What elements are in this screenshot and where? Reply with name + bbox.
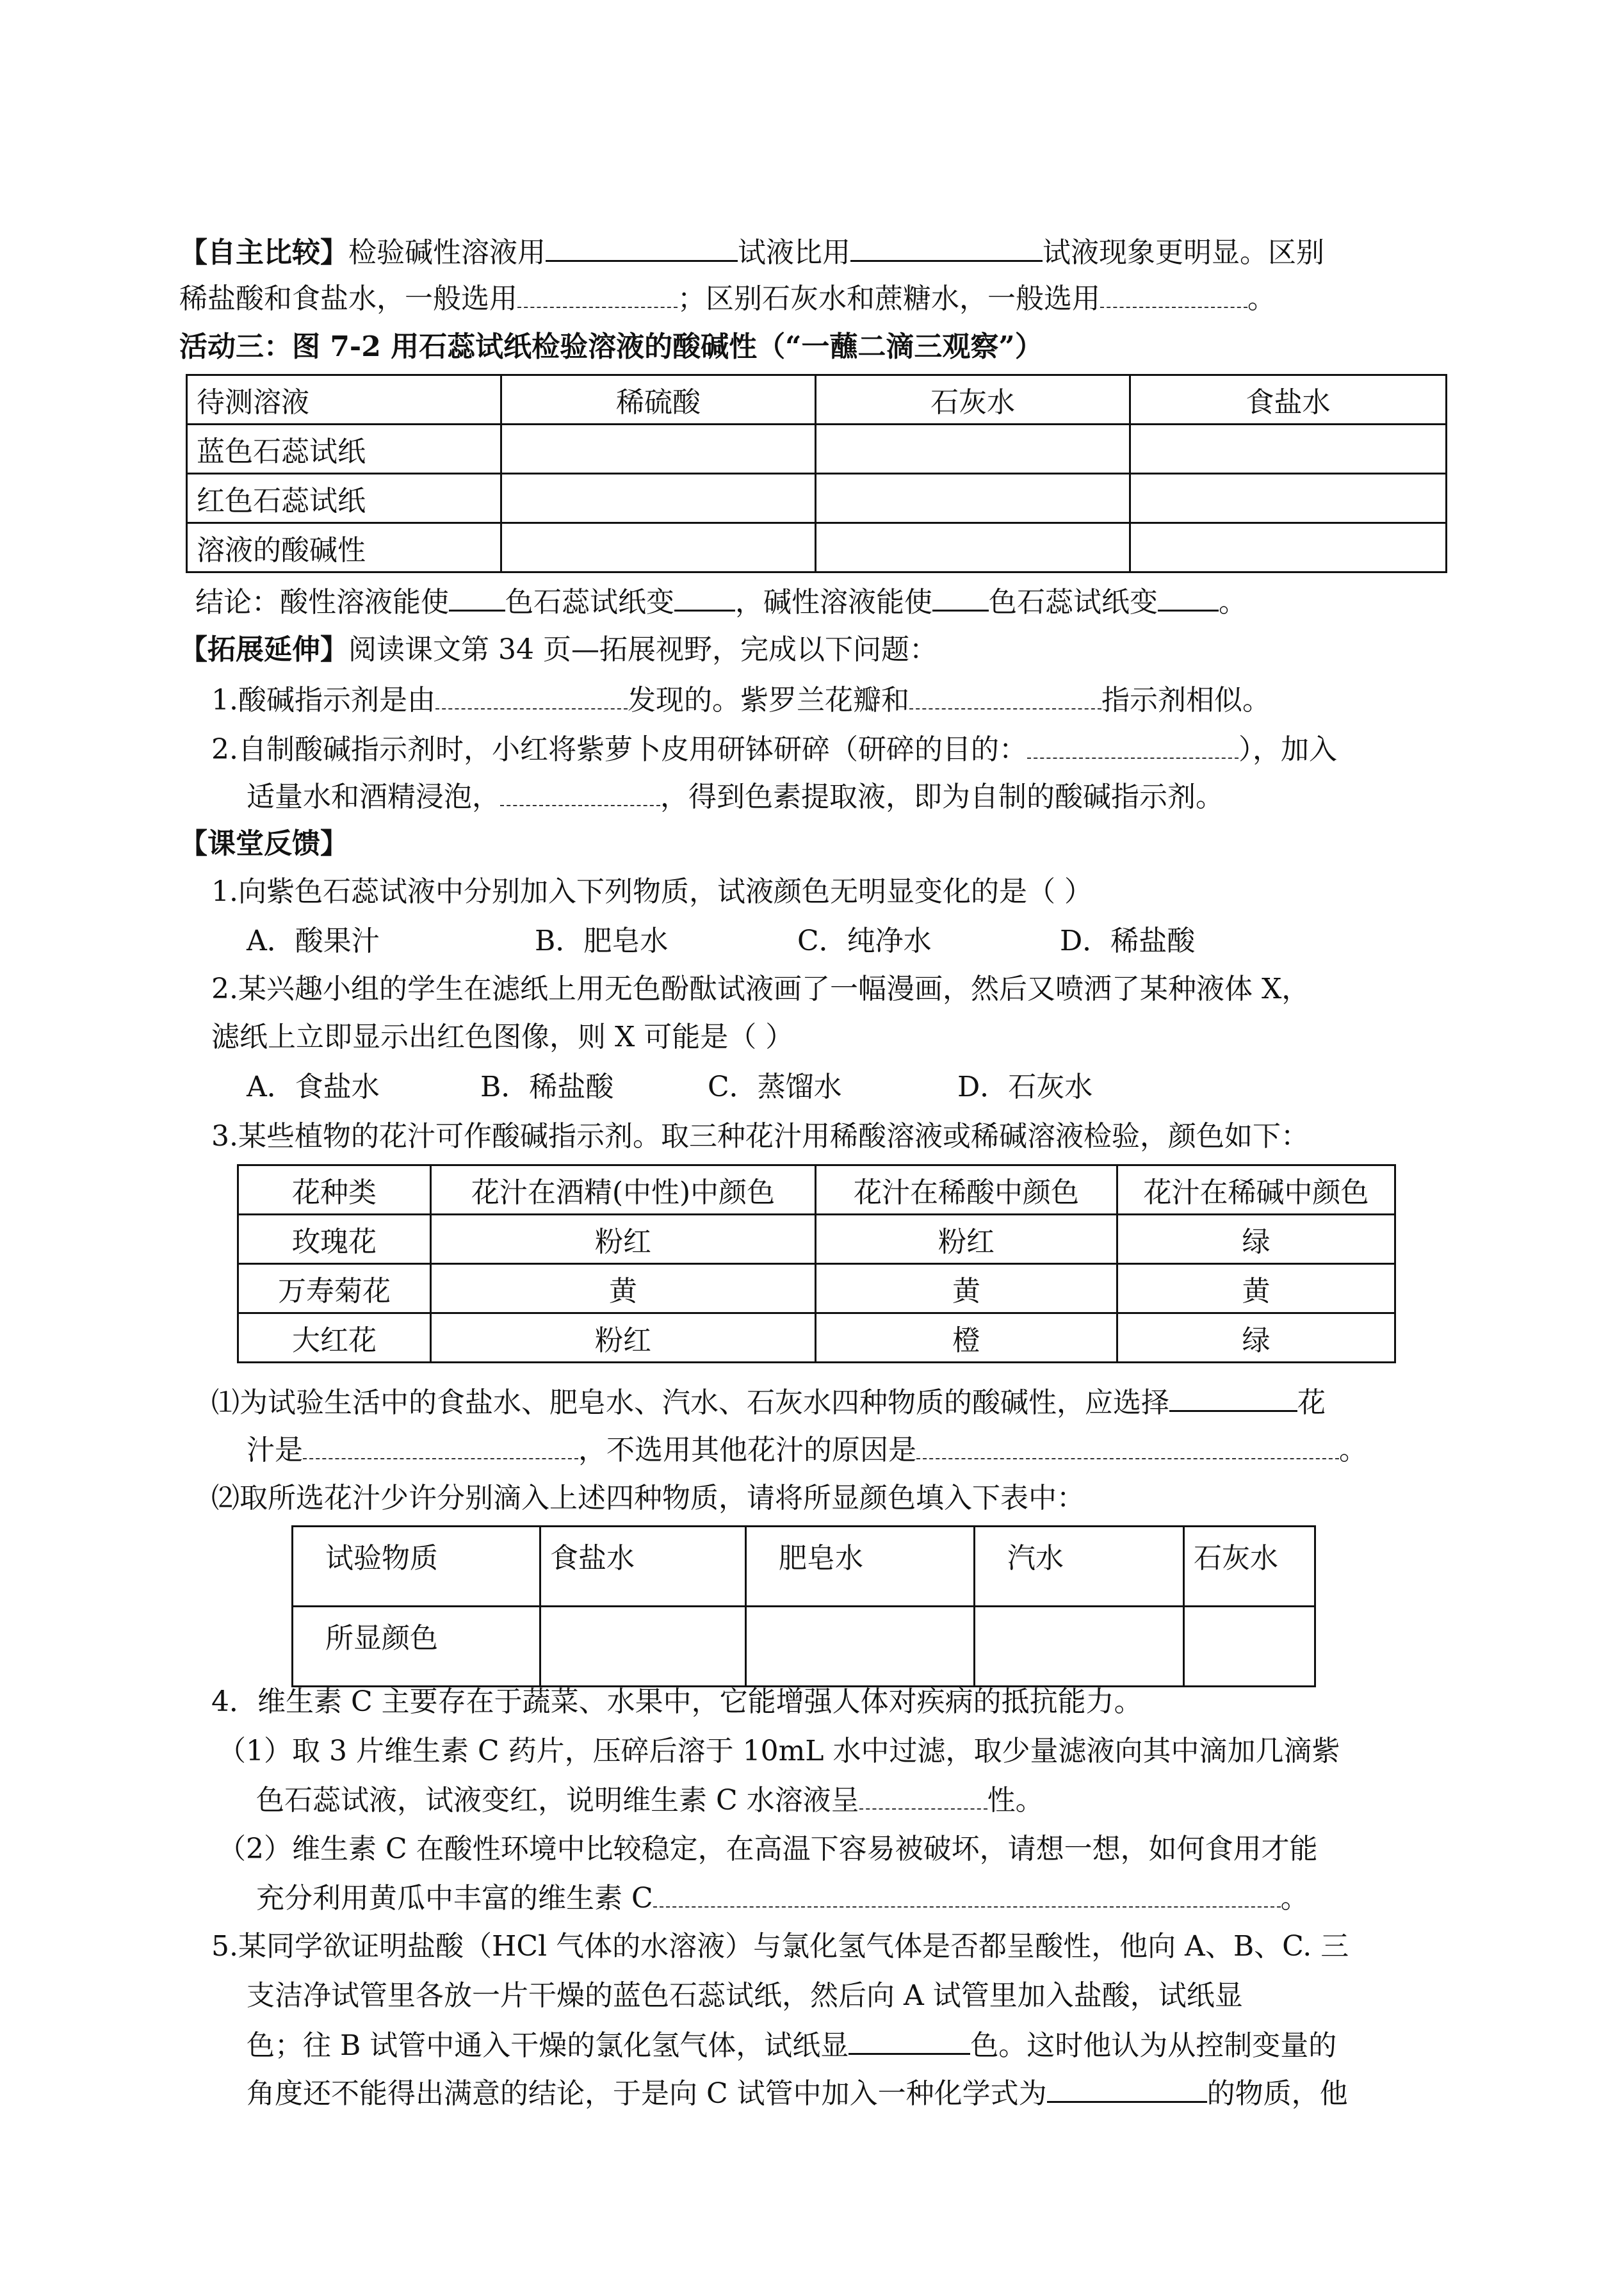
- answer-blank[interactable]: [449, 581, 505, 612]
- answer-blank[interactable]: [1027, 729, 1238, 759]
- q3-part2: ⑵取所选花汁少许分别滴入上述四种物质，请将所显颜色填入下表中：: [211, 1482, 1085, 1514]
- q2-stem-2: 滤纸上立即显示出红色图像，则 X 可能是（ ）: [211, 1021, 794, 1053]
- q2-stem-1: 2.某兴趣小组的学生在滤纸上用无色酚酞试液画了一幅漫画，然后又喷洒了某种液体 X，: [211, 973, 1310, 1005]
- answer-blank[interactable]: [850, 232, 1043, 262]
- answer-cell[interactable]: [746, 1607, 975, 1687]
- q1-options: [247, 922, 1195, 961]
- answer-cell[interactable]: [501, 474, 816, 523]
- table-row: 待测溶液 稀硫酸 石灰水 食盐水: [187, 375, 1447, 425]
- answer-blank[interactable]: [859, 1780, 987, 1810]
- extend-q1: 1.酸碱指示剂是由 发现的。紫罗兰花瓣和 指示剂相似。: [211, 680, 1271, 720]
- answer-cell[interactable]: [540, 1607, 746, 1687]
- answer-blank[interactable]: [653, 1878, 1281, 1908]
- q5-line-2: 支洁净试管里各放一片干燥的蓝色石蕊试纸，然后向 A 试管里加入盐酸，试纸显: [247, 1979, 1243, 2012]
- option-d[interactable]: D．石灰水: [957, 1071, 1093, 1103]
- q3-part1-cont: 汁是 ，不选用其他花汁的原因是 。: [247, 1430, 1367, 1470]
- q4-part1-cont: 色石蕊试液，试液变红，说明维生素 C 水溶液呈 性。: [256, 1780, 1044, 1820]
- answer-blank[interactable]: [1158, 581, 1219, 612]
- option-c[interactable]: C．纯净水: [797, 925, 932, 957]
- answer-blank[interactable]: [849, 2025, 970, 2055]
- q3-part1: ⑴为试验生活中的食盐水、肥皂水、汽水、石灰水四种物质的酸碱性，应选择 花: [211, 1382, 1326, 1422]
- option-d[interactable]: D．稀盐酸: [1060, 925, 1196, 957]
- answer-cell[interactable]: [816, 425, 1130, 474]
- q5-line-1: 5.某同学欲证明盐酸（HCl 气体的水溶液）与氯化氢气体是否都呈酸性，他向 A、B、C. 三: [211, 1930, 1349, 1963]
- section-heading: 【拓展延伸】: [179, 633, 348, 666]
- q5-line-4: 角度还不能得出满意的结论，于是向 C 试管中加入一种化学式为 的物质，他: [247, 2073, 1348, 2113]
- answer-blank[interactable]: [500, 777, 660, 806]
- q4-part2-cont: 充分利用黄瓜中丰富的维生素 C 。: [256, 1878, 1309, 1918]
- option-a[interactable]: A．食盐水: [247, 1071, 380, 1103]
- table-row: 所显颜色: [293, 1607, 1315, 1687]
- answer-blank[interactable]: [303, 1430, 578, 1459]
- extend-line: 【拓展延伸】阅读课文第 34 页—拓展视野，完成以下问题：: [179, 633, 938, 666]
- q2-options: [247, 1068, 1092, 1107]
- answer-blank[interactable]: [674, 581, 735, 612]
- q4-part1: （1）取 3 片维生素 C 药片，压碎后溶于 10mL 水中过滤，取少量滤液向其中滴加几滴紫: [218, 1735, 1340, 1767]
- answer-cell[interactable]: [501, 523, 816, 572]
- q3-stem: 3.某些植物的花汁可作酸碱指示剂。取三种花汁用稀酸溶液或稀碱溶液检验，颜色如下：: [211, 1120, 1309, 1153]
- table-row: 大红花 粉红 橙 绿: [238, 1313, 1395, 1363]
- answer-cell[interactable]: [816, 474, 1130, 523]
- answer-cell[interactable]: [816, 523, 1130, 572]
- answer-cell[interactable]: [1130, 474, 1447, 523]
- table-row: 红色石蕊试纸: [187, 474, 1447, 523]
- flower-indicator-table: [237, 1164, 1396, 1363]
- answer-blank[interactable]: [546, 232, 738, 262]
- color-result-table: [291, 1525, 1316, 1687]
- table-row: 花种类 花汁在酒精(中性)中颜色 花汁在稀酸中颜色 花汁在稀碱中颜色: [238, 1165, 1395, 1215]
- answer-blank[interactable]: [435, 680, 628, 710]
- answer-cell[interactable]: [1130, 523, 1447, 572]
- extend-q2-cont: 适量水和酒精浸泡， ，得到色素提取液，即为自制的酸碱指示剂。: [247, 777, 1224, 816]
- answer-blank[interactable]: [932, 581, 989, 612]
- answer-blank[interactable]: [1169, 1382, 1297, 1412]
- answer-blank[interactable]: [1047, 2073, 1207, 2103]
- feedback-heading: 【课堂反馈】: [179, 827, 348, 860]
- table-row: 万寿菊花 黄 黄 黄: [238, 1264, 1395, 1313]
- answer-blank[interactable]: [517, 279, 678, 308]
- litmus-table: [186, 374, 1447, 573]
- answer-cell[interactable]: [501, 425, 816, 474]
- option-c[interactable]: C．蒸馏水: [708, 1071, 842, 1103]
- option-a[interactable]: A．酸果汁: [247, 925, 380, 957]
- self-compare-line-1: 【自主比较】检验碱性溶液用 试液比用 试液现象更明显。区别: [179, 232, 1324, 272]
- activity-3-title: 活动三：图 7-2 用石蕊试纸检验溶液的酸碱性（“一蘸二滴三观察”）: [179, 330, 1043, 363]
- answer-blank[interactable]: [1100, 279, 1247, 308]
- table-row: 试验物质 食盐水 肥皂水 汽水 石灰水: [293, 1527, 1315, 1607]
- self-compare-line-2: 稀盐酸和食盐水，一般选用 ；区别石灰水和蔗糖水，一般选用 。: [179, 279, 1276, 318]
- answer-cell[interactable]: [975, 1607, 1184, 1687]
- q4-stem: 4．维生素 C 主要存在于蔬菜、水果中，它能增强人体对疾病的抵抗能力。: [211, 1685, 1142, 1718]
- answer-cell[interactable]: [1130, 425, 1447, 474]
- section-heading: 【自主比较】: [179, 236, 348, 269]
- extend-q2: 2.自制酸碱指示剂时，小红将紫萝卜皮用研钵研碎（研碎的目的： ），加入: [211, 729, 1337, 769]
- q5-line-3: 色；往 B 试管中通入干燥的氯化氢气体，试纸显 色。这时他认为从控制变量的: [247, 2025, 1336, 2065]
- table-row: 蓝色石蕊试纸: [187, 425, 1447, 474]
- q1-stem: 1.向紫色石蕊试液中分别加入下列物质，试液颜色无明显变化的是（ ）: [211, 875, 1092, 908]
- option-b[interactable]: B．稀盐酸: [480, 1071, 614, 1103]
- answer-blank[interactable]: [909, 680, 1101, 710]
- table-row: 溶液的酸碱性: [187, 523, 1447, 572]
- q4-part2: （2）维生素 C 在酸性环境中比较稳定，在高温下容易被破坏，请想一想，如何食用才能: [218, 1833, 1318, 1865]
- option-b[interactable]: B．肥皂水: [535, 925, 669, 957]
- answer-blank[interactable]: [916, 1430, 1339, 1459]
- table-row: 玫瑰花 粉红 粉红 绿: [238, 1215, 1395, 1264]
- conclusion-line: 结论：酸性溶液能使 色石蕊试纸变 ，碱性溶液能使 色石蕊试纸变 。: [195, 581, 1247, 622]
- answer-cell[interactable]: [1184, 1607, 1315, 1687]
